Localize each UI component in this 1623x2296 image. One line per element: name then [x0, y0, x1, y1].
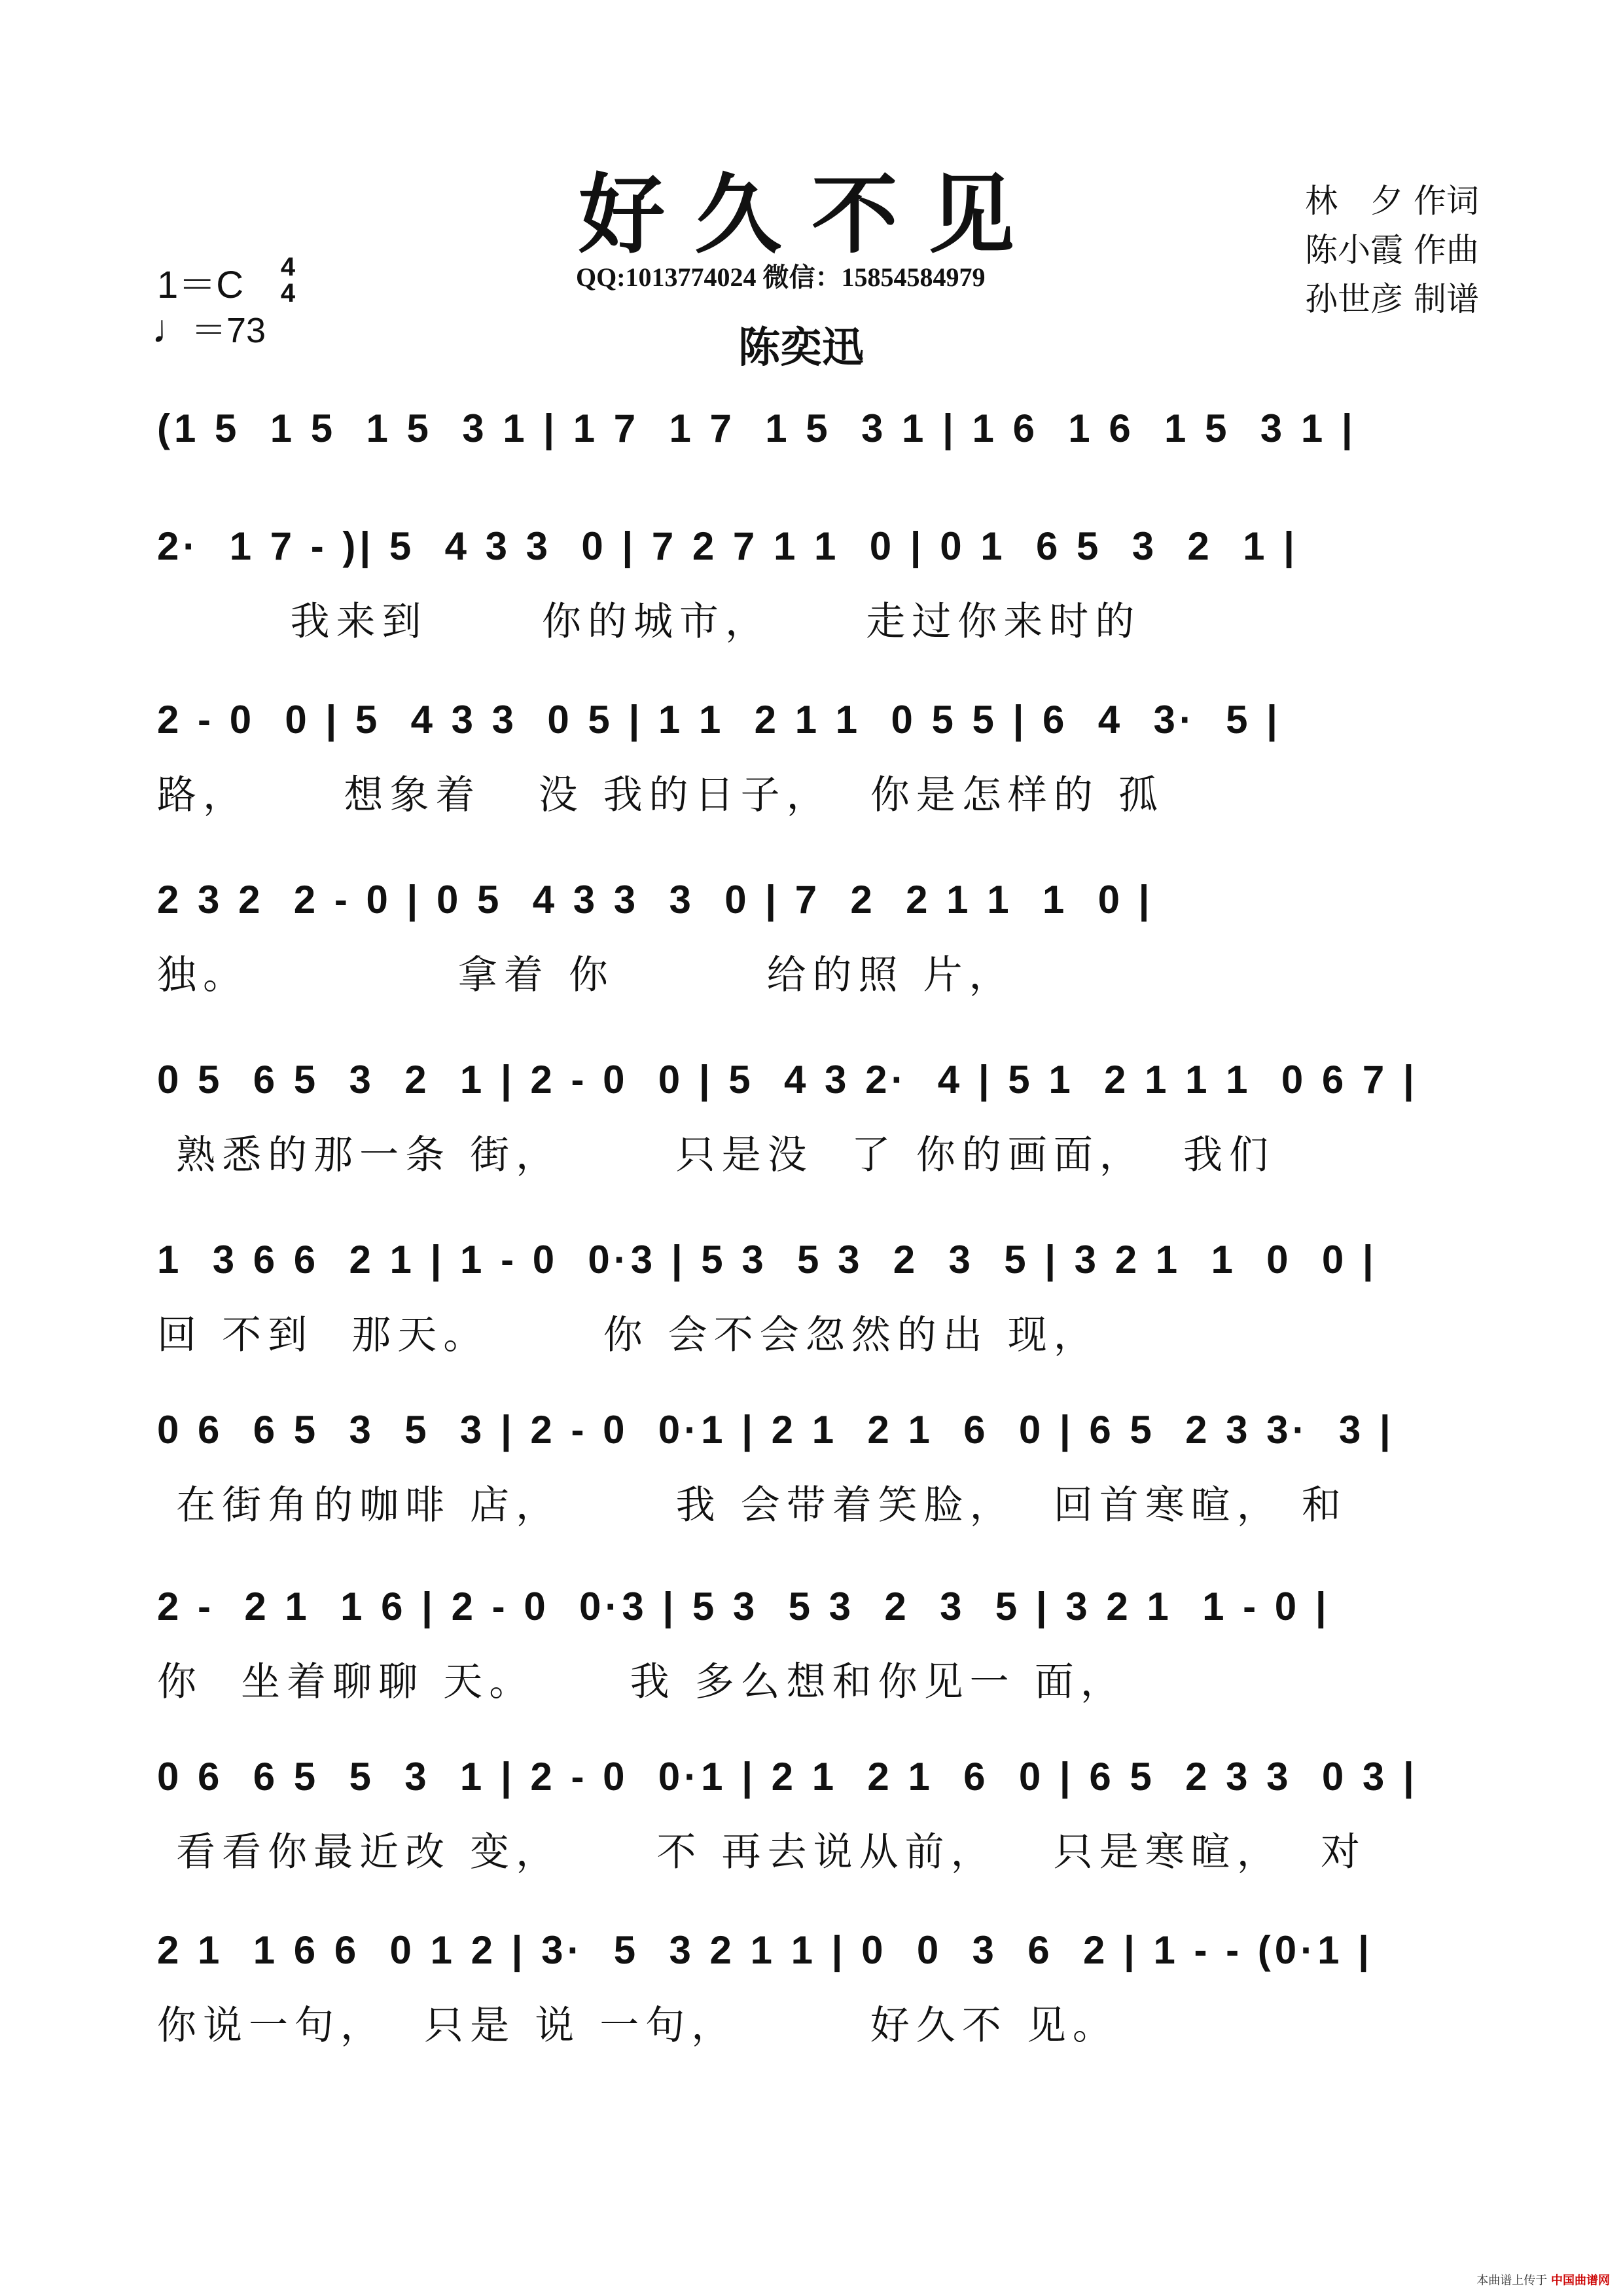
notation-line: 1 3 6 6 2 1 | 1 - 0 0·3 | 5 3 5 3 2 3 5 | 3 2 1 1 0 0 |: [157, 1238, 1378, 1282]
footer-text: 本曲谱上传于: [1476, 2274, 1548, 2287]
key-label: 1＝C: [157, 264, 244, 306]
key-signature: [157, 253, 296, 309]
notation-line: 0 6 6 5 5 3 1 | 2 - 0 0·1 | 2 1 2 1 6 0 | 6 5 2 3 3 0 3 |: [157, 1755, 1418, 1799]
arranger-credit: 孙世彦 制谱: [1305, 280, 1479, 318]
lyrics-line: 独。 拿着 你 给的照 片，: [157, 952, 1015, 998]
notation-line: 2 - 2 1 1 6 | 2 - 0 0·3 | 5 3 5 3 2 3 5 | 3 2 1 1 - 0 |: [157, 1585, 1330, 1628]
lyrics-line: 路， 想象着 没 我的日子， 你是怎样的 孤: [157, 772, 1164, 818]
notation-line: 2 1 1 6 6 0 1 2 | 3· 5 3 2 1 1 | 0 0 3 6 2 | 1 - - (0·1 |: [157, 1928, 1373, 1972]
time-top: 4: [280, 253, 296, 281]
tempo-value: ＝73: [191, 311, 266, 350]
notation-line: 0 5 6 5 3 2 1 | 2 - 0 0 | 5 4 3 2· 4 | 5 1 2 1 1 1 0 6 7 |: [157, 1058, 1418, 1102]
time-bottom: 4: [280, 279, 296, 308]
contact-info: QQ:1013774024 微信：15854584979: [576, 262, 986, 292]
song-title: 好久不见: [579, 164, 1044, 266]
watermark-footer: [1476, 2271, 1610, 2288]
notation-line: 0 6 6 5 3 5 3 | 2 - 0 0·1 | 2 1 2 1 6 0 | 6 5 2 3 3· 3 |: [157, 1408, 1395, 1452]
lyricist-credit: 林 夕 作词: [1305, 182, 1479, 220]
notation-line: 2 - 0 0 | 5 4 3 3 0 5 | 1 1 2 1 1 0 5 5 | 6 4 3· 5 |: [157, 698, 1281, 742]
lyrics-line: 回 不到 那天。 你 会不会忽然的出 现，: [157, 1312, 1099, 1358]
notation-line: 2· 1 7 - )| 5 4 3 3 0 | 7 2 7 1 1 0 | 0 1 6 5 3 2 1 |: [157, 524, 1298, 568]
composer-credit: 陈小霞 作曲: [1305, 231, 1479, 269]
time-signature: [275, 254, 301, 306]
lyrics-line: 我来到 你的城市， 走过你来时的: [157, 599, 1141, 645]
notation-line: (1 5 1 5 1 5 3 1 | 1 7 1 7 1 5 3 1 | 1 6 1 6 1 5 3 1 |: [157, 406, 1357, 450]
lyrics-line: 熟悉的那一条 街， 只是没 了 你的画面， 我们: [157, 1132, 1275, 1178]
lyrics-line: 你 坐着聊聊 天。 我 多么想和你见一 面，: [157, 1659, 1126, 1705]
notation-line: 2 3 2 2 - 0 | 0 5 4 3 3 3 0 | 7 2 2 1 1 1 0 |: [157, 878, 1154, 922]
footer-brand: 中国曲谱网: [1551, 2274, 1610, 2287]
lyrics-line: 在街角的咖啡 店， 我 会带着笑脸， 回首寒暄， 和: [157, 1482, 1347, 1528]
credits: [1305, 177, 1479, 324]
lyrics-line: 看看你最近改 变， 不 再去说从前， 只是寒暄， 对: [157, 1829, 1366, 1875]
tempo-marking: [152, 302, 266, 353]
quarter-note-icon: ♩: [152, 307, 191, 351]
lyrics-line: 你说一句， 只是 说 一句， 好久不 见。: [157, 2003, 1118, 2049]
singer-name: 陈奕迅: [738, 323, 864, 372]
